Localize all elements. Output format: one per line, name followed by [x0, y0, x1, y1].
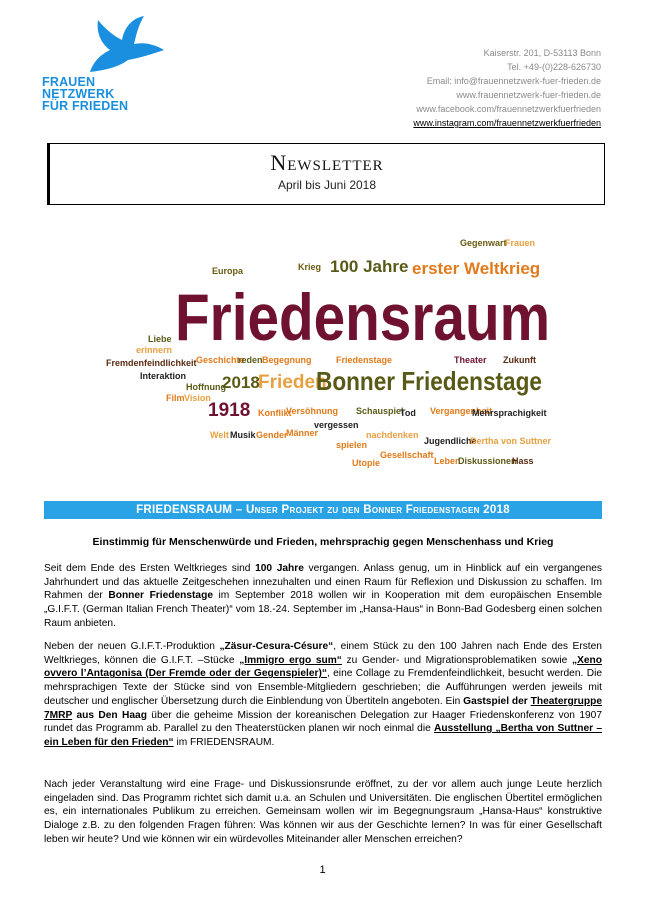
- cloud-word: Gender: [256, 430, 288, 440]
- text-run: Neben der neuen G.I.F.T.-Produktion: [44, 641, 220, 652]
- text-run-bold-underline: „Immigro ergo sum“: [239, 654, 342, 666]
- text-run-bold: „Zäsur-Cesura-Césure“: [219, 641, 334, 652]
- section-banner: FRIEDENSRAUM – Unser Projekt zu den Bonner Friedenstagen 2018: [44, 501, 602, 519]
- text-run: , einem Stück zu den 100 Jahren nach Ende des Ersten Weltkrieges, können die G.I.F.T. –Stücke: [44, 641, 602, 666]
- cloud-word: nachdenken: [366, 430, 419, 440]
- paragraph-3: Nach jeder Veranstaltung wird eine Frage- und Diskussionsrunde eröffnet, zu der vor allem auch junge Leute herzlich eingeladen sind. Das Programm richtet sich damit u.a. an Schulen und Universitäten. Die englischen Übertitel ermöglichen es, ein internationales Publikum zu erreichen. Gemeinsam wollen wir im Begegnungsraum „Hansa-Haus“ konstruktive Dialoge z.B. zu den folgenden Fragen führen: Was können wir aus der Geschichte lernen? In was für einer Gesellschaft leben wir heute? Und wie können wir ein würdevolles Miteinander aller Menschen erreichen?: [44, 779, 602, 845]
- paragraph-2: [44, 640, 602, 750]
- cloud-word: Tod: [400, 408, 416, 418]
- text-run: , eine Collage zu Fremdenfeindlichkeit, besucht werden. Die mehrsprachigen Texte der Stücke sind von Ensemble-Mitgliedern geschrieben; die Aufführungen werden jeweils mit deutscher und englischer Übersetzung durch die Einblendung von Übertiteln angeboten. Ein: [44, 668, 602, 707]
- text-run-bold: Bonner Friedenstage: [108, 590, 213, 602]
- cloud-word: Krieg: [298, 262, 322, 272]
- cloud-word: Liebe: [148, 334, 172, 344]
- cloud-word: Vergangenheit: [430, 406, 493, 416]
- cloud-word: Frieden: [258, 372, 327, 393]
- newsletter-title: Newsletter: [270, 150, 384, 175]
- cloud-word: Vision: [184, 393, 211, 403]
- phone-text: Tel. +49-(0)228-626730: [507, 62, 601, 72]
- contact-block: [413, 46, 601, 130]
- text-run: über die geheime Mission der koreanischen Delegation zur Haager Friedenskonferenz von 1907 rundet das Programm ab. Parallel zu den Theaterstücken planen wir noch einmal die: [44, 709, 602, 735]
- text-run: Seit dem Ende des Ersten Weltkrieges sind: [44, 563, 256, 574]
- text-run: zu Gender- und Migrationsproblematiken sowie: [341, 654, 572, 666]
- cloud-word: Leben: [434, 456, 461, 466]
- facebook-link[interactable]: www.facebook.com/frauennetzwerkfuerfrieden: [416, 104, 601, 114]
- instagram-link[interactable]: www.instagram.com/frauennetzwerkfuerfrieden: [413, 118, 601, 128]
- cloud-word: Versöhnung: [286, 406, 339, 416]
- cloud-word: vergessen: [314, 420, 359, 430]
- cloud-word: Gegenwart: [460, 238, 507, 248]
- cloud-word: Gesellschaft: [380, 450, 434, 460]
- section-lead: Einstimmig für Menschenwürde und Frieden, mehrsprachig gegen Menschenhass und Krieg: [92, 536, 554, 548]
- cloud-word: Jugendliche: [424, 436, 477, 446]
- text-run-bold: 100 Jahre: [255, 563, 304, 574]
- logo-text: FRAUEN NETZWERK FÜR FRIEDEN: [42, 75, 129, 113]
- text-run: vergangen. Anlass genug, um in Hinblick auf ein vergangenes Jahrhundert und das aktuelle Zeitgeschehen innezuhalten und einen Raum für Reflexion und Diskussion zu schaffen. Im Rahmen der: [44, 563, 602, 602]
- cloud-word: Interaktion: [140, 371, 187, 381]
- newsletter-period: April bis Juni 2018: [277, 178, 377, 192]
- text-run: im FRIEDENSRAUM.: [173, 736, 275, 748]
- text-run-bold: Gastspiel der: [463, 695, 531, 707]
- cloud-word: Musik: [230, 430, 256, 440]
- cloud-word: Begegnung: [262, 355, 312, 365]
- cloud-word: Europa: [212, 266, 244, 276]
- cloud-word: Bertha von Suttner: [470, 436, 552, 446]
- cloud-word: Friedensraum: [175, 280, 550, 354]
- cloud-word: reden: [238, 355, 263, 365]
- cloud-word: Schauspiel: [356, 406, 404, 416]
- website-link[interactable]: www.frauennetzwerk-fuer-frieden.de: [456, 90, 601, 100]
- text-run-bold: aus Den Haag: [72, 709, 147, 721]
- text-run-bold-underline: Ausstellung „Bertha von Suttner – ein Leben für den Frieden“: [44, 723, 603, 748]
- cloud-word: Frauen: [505, 238, 536, 248]
- cloud-word: Mehrsprachigkeit: [472, 408, 547, 418]
- cloud-word: Fremdenfeindlichkeit: [106, 358, 197, 368]
- cloud-word: erster Weltkrieg: [412, 259, 541, 278]
- cloud-word: Männer: [286, 428, 319, 438]
- cloud-word: Theater: [454, 355, 487, 365]
- cloud-word: 1918: [208, 400, 251, 421]
- email-link[interactable]: Email: info@frauennetzwerk-fuer-frieden.de: [426, 76, 601, 86]
- cloud-word: Bonner Friedenstage: [316, 366, 542, 396]
- cloud-word: Welt: [210, 430, 229, 440]
- cloud-word: 2018: [222, 373, 260, 392]
- cloud-word: Konflikt: [258, 408, 292, 418]
- text-run-bold-underline: „Xeno ovvero l’Antagonisa (Der Fremde oder der Gegenspieler)“: [44, 654, 602, 680]
- cloud-word: Geschichte: [196, 355, 245, 365]
- cloud-word: Film: [166, 393, 185, 403]
- paragraph-1: [44, 562, 602, 631]
- cloud-word: Zukunft: [503, 355, 536, 365]
- dove-icon: [82, 14, 166, 76]
- organization-logo: [42, 14, 182, 124]
- page-number: 1: [319, 864, 326, 876]
- cloud-word: Utopie: [352, 458, 380, 468]
- cloud-word: erinnern: [136, 345, 173, 355]
- cloud-word: Hoffnung: [186, 382, 226, 392]
- text-run: im September 2018 wollen wir in Kooperation mit dem europäischen Ensemble „G.I.F.T. (German Italian French Theater)“ vom 18.-24. September im „Hansa-Haus“ in Bonn-Bad Godesberg einen solchen Raum anbieten.: [44, 590, 602, 629]
- cloud-word: Diskussionen: [458, 456, 517, 466]
- cloud-word: Friedenstage: [336, 355, 393, 365]
- address-text: Kaiserstr. 201, D-53113 Bonn: [483, 48, 601, 58]
- cloud-word: Hass: [512, 456, 534, 466]
- cloud-word: spielen: [336, 440, 368, 450]
- word-cloud: [100, 230, 550, 480]
- newsletter-title-box: [47, 143, 605, 205]
- text-run-bold-underline: Theatergruppe 7MRP: [44, 695, 602, 721]
- cloud-word: 100 Jahre: [330, 257, 409, 276]
